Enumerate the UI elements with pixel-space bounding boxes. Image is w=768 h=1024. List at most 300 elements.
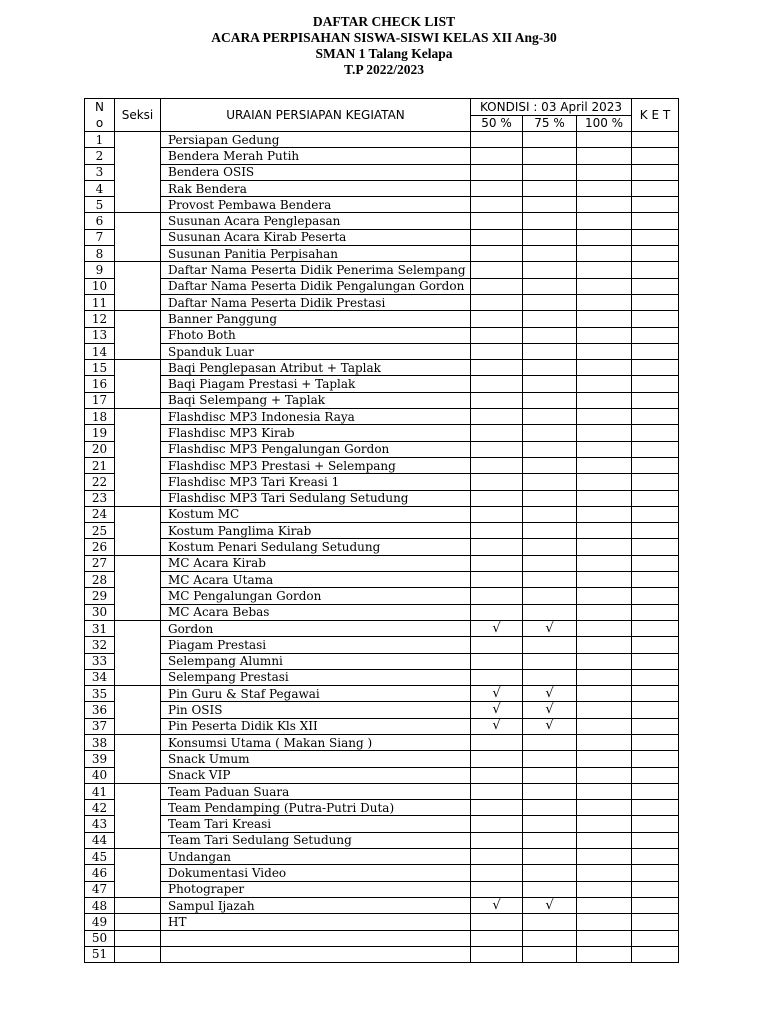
ket-cell — [632, 229, 679, 245]
table-row — [85, 849, 679, 865]
seksi-cell — [115, 734, 161, 783]
check-50-percent — [471, 800, 523, 816]
check-75-percent: √ — [523, 702, 577, 718]
check-50-percent — [471, 588, 523, 604]
item-description: Kostum Penari Sedulang Setudung — [161, 539, 471, 555]
check-100-percent — [577, 572, 632, 588]
row-number: 45 — [85, 849, 115, 865]
item-description: Team Pendamping (Putra-Putri Duta) — [161, 800, 471, 816]
check-100-percent — [577, 767, 632, 783]
title-line-4: T.P 2022/2023 — [343, 62, 424, 77]
ket-cell — [632, 132, 679, 148]
check-50-percent — [471, 734, 523, 750]
row-number: 26 — [85, 539, 115, 555]
item-description: Kostum Panglima Kirab — [161, 523, 471, 539]
table-row — [85, 229, 679, 245]
table-row — [85, 262, 679, 278]
check-100-percent — [577, 425, 632, 441]
row-number: 29 — [85, 588, 115, 604]
item-description: Dokumentasi Video — [161, 865, 471, 881]
item-description: Rak Bendera — [161, 180, 471, 196]
table-row — [85, 783, 679, 799]
row-number: 51 — [85, 946, 115, 962]
table-row — [85, 686, 679, 702]
check-100-percent — [577, 294, 632, 310]
table-row — [85, 457, 679, 473]
title-line-3: SMAN 1 Talang Kelapa — [315, 46, 453, 61]
check-50-percent — [471, 865, 523, 881]
document-header — [0, 14, 768, 78]
table-row — [85, 881, 679, 897]
check-100-percent — [577, 816, 632, 832]
ket-cell — [632, 572, 679, 588]
row-number: 20 — [85, 441, 115, 457]
row-number: 46 — [85, 865, 115, 881]
seksi-cell — [115, 849, 161, 898]
item-description: Susunan Acara Penglepasan — [161, 213, 471, 229]
item-description: Baqi Selempang + Taplak — [161, 392, 471, 408]
item-description: Bendera OSIS — [161, 164, 471, 180]
row-number: 32 — [85, 637, 115, 653]
check-100-percent — [577, 686, 632, 702]
check-75-percent — [523, 816, 577, 832]
check-75-percent — [523, 539, 577, 555]
check-50-percent — [471, 294, 523, 310]
check-75-percent — [523, 555, 577, 571]
seksi-cell — [115, 311, 161, 360]
check-75-percent — [523, 506, 577, 522]
ket-cell — [632, 816, 679, 832]
table-row — [85, 294, 679, 310]
check-75-percent — [523, 849, 577, 865]
row-number: 11 — [85, 294, 115, 310]
seksi-cell — [115, 555, 161, 620]
check-75-percent — [523, 800, 577, 816]
table-row — [85, 669, 679, 685]
table-row — [85, 246, 679, 262]
check-50-percent — [471, 914, 523, 930]
check-75-percent — [523, 441, 577, 457]
row-number: 12 — [85, 311, 115, 327]
item-description: Persiapan Gedung — [161, 132, 471, 148]
table-row — [85, 506, 679, 522]
table-row — [85, 539, 679, 555]
check-100-percent — [577, 409, 632, 425]
check-100-percent — [577, 457, 632, 473]
check-75-percent — [523, 865, 577, 881]
check-75-percent — [523, 637, 577, 653]
item-description: Selempang Prestasi — [161, 669, 471, 685]
item-description: MC Acara Kirab — [161, 555, 471, 571]
row-number: 43 — [85, 816, 115, 832]
check-50-percent — [471, 816, 523, 832]
ket-cell — [632, 702, 679, 718]
table-row — [85, 702, 679, 718]
table-row — [85, 555, 679, 571]
check-50-percent — [471, 767, 523, 783]
check-75-percent — [523, 669, 577, 685]
ket-cell — [632, 213, 679, 229]
item-description: Daftar Nama Peserta Didik Prestasi — [161, 294, 471, 310]
item-description: MC Pengalungan Gordon — [161, 588, 471, 604]
table-row — [85, 572, 679, 588]
check-75-percent — [523, 930, 577, 946]
ket-cell — [632, 832, 679, 848]
header-50-percent: 50 % — [471, 115, 523, 132]
check-50-percent — [471, 392, 523, 408]
ket-cell — [632, 865, 679, 881]
table-row — [85, 490, 679, 506]
check-50-percent — [471, 376, 523, 392]
check-75-percent — [523, 604, 577, 620]
check-75-percent — [523, 572, 577, 588]
table-body — [85, 132, 679, 963]
item-description: Flashdisc MP3 Tari Kreasi 1 — [161, 474, 471, 490]
check-50-percent — [471, 425, 523, 441]
check-100-percent — [577, 914, 632, 930]
table-row — [85, 425, 679, 441]
ket-cell — [632, 197, 679, 213]
check-50-percent — [471, 783, 523, 799]
check-50-percent — [471, 132, 523, 148]
table-row — [85, 523, 679, 539]
check-100-percent — [577, 832, 632, 848]
check-75-percent — [523, 588, 577, 604]
item-description: Flashdisc MP3 Pengalungan Gordon — [161, 441, 471, 457]
ket-cell — [632, 914, 679, 930]
row-number: 33 — [85, 653, 115, 669]
table-row — [85, 930, 679, 946]
check-75-percent: √ — [523, 686, 577, 702]
check-100-percent — [577, 523, 632, 539]
seksi-cell — [115, 686, 161, 735]
seksi-cell — [115, 897, 161, 913]
check-50-percent — [471, 180, 523, 196]
row-number: 17 — [85, 392, 115, 408]
table-row — [85, 588, 679, 604]
check-75-percent — [523, 409, 577, 425]
table-row — [85, 164, 679, 180]
check-50-percent — [471, 278, 523, 294]
item-description: Konsumsi Utama ( Makan Siang ) — [161, 734, 471, 750]
check-100-percent — [577, 474, 632, 490]
row-number: 16 — [85, 376, 115, 392]
item-description: Team Tari Sedulang Setudung — [161, 832, 471, 848]
ket-cell — [632, 800, 679, 816]
table-row — [85, 800, 679, 816]
ket-cell — [632, 392, 679, 408]
table-row — [85, 751, 679, 767]
row-number: 9 — [85, 262, 115, 278]
check-100-percent — [577, 718, 632, 734]
row-number: 41 — [85, 783, 115, 799]
check-100-percent — [577, 637, 632, 653]
item-description: Provost Pembawa Bendera — [161, 197, 471, 213]
item-description: Flashdisc MP3 Kirab — [161, 425, 471, 441]
seksi-cell — [115, 213, 161, 262]
item-description: Bendera Merah Putih — [161, 148, 471, 164]
header-no — [85, 99, 115, 132]
check-100-percent — [577, 132, 632, 148]
check-100-percent — [577, 669, 632, 685]
checklist-table — [84, 98, 679, 963]
ket-cell — [632, 686, 679, 702]
ket-cell — [632, 441, 679, 457]
row-number: 42 — [85, 800, 115, 816]
table-row — [85, 604, 679, 620]
item-description: Daftar Nama Peserta Didik Penerima Selempang — [161, 262, 471, 278]
check-50-percent — [471, 555, 523, 571]
ket-cell — [632, 311, 679, 327]
item-description: Sampul Ijazah — [161, 897, 471, 913]
check-50-percent — [471, 653, 523, 669]
row-number: 49 — [85, 914, 115, 930]
check-75-percent — [523, 327, 577, 343]
table-row — [85, 132, 679, 148]
row-number: 50 — [85, 930, 115, 946]
check-75-percent — [523, 734, 577, 750]
check-50-percent — [471, 506, 523, 522]
row-number: 36 — [85, 702, 115, 718]
table-row — [85, 197, 679, 213]
check-100-percent — [577, 278, 632, 294]
check-75-percent — [523, 343, 577, 359]
ket-cell — [632, 343, 679, 359]
ket-cell — [632, 555, 679, 571]
item-description: Snack VIP — [161, 767, 471, 783]
table-row — [85, 148, 679, 164]
check-50-percent — [471, 229, 523, 245]
ket-cell — [632, 539, 679, 555]
check-75-percent — [523, 278, 577, 294]
ket-cell — [632, 604, 679, 620]
ket-cell — [632, 278, 679, 294]
header-seksi: Seksi — [115, 99, 161, 132]
check-75-percent — [523, 832, 577, 848]
check-75-percent — [523, 653, 577, 669]
check-75-percent: √ — [523, 897, 577, 913]
check-75-percent — [523, 197, 577, 213]
header-kondisi: KONDISI : 03 April 2023 — [471, 99, 632, 116]
check-50-percent: √ — [471, 718, 523, 734]
item-description: Flashdisc MP3 Prestasi + Selempang — [161, 457, 471, 473]
check-100-percent — [577, 946, 632, 962]
item-description: Spanduk Luar — [161, 343, 471, 359]
table-row — [85, 946, 679, 962]
item-description: Selempang Alumni — [161, 653, 471, 669]
ket-cell — [632, 164, 679, 180]
check-100-percent — [577, 620, 632, 636]
ket-cell — [632, 360, 679, 376]
row-number: 48 — [85, 897, 115, 913]
check-75-percent — [523, 490, 577, 506]
table-row — [85, 409, 679, 425]
item-description: Team Paduan Suara — [161, 783, 471, 799]
ket-cell — [632, 751, 679, 767]
check-100-percent — [577, 180, 632, 196]
check-75-percent: √ — [523, 718, 577, 734]
check-50-percent: √ — [471, 897, 523, 913]
item-description: MC Acara Bebas — [161, 604, 471, 620]
table-row — [85, 180, 679, 196]
check-100-percent — [577, 539, 632, 555]
check-75-percent — [523, 392, 577, 408]
check-100-percent — [577, 197, 632, 213]
check-100-percent — [577, 604, 632, 620]
check-100-percent — [577, 881, 632, 897]
ket-cell — [632, 490, 679, 506]
item-description: Undangan — [161, 849, 471, 865]
item-description: Banner Panggung — [161, 311, 471, 327]
check-100-percent — [577, 229, 632, 245]
check-50-percent — [471, 197, 523, 213]
check-75-percent — [523, 262, 577, 278]
item-description: Flashdisc MP3 Tari Sedulang Setudung — [161, 490, 471, 506]
table-row — [85, 637, 679, 653]
check-100-percent — [577, 376, 632, 392]
check-50-percent — [471, 572, 523, 588]
check-50-percent — [471, 457, 523, 473]
check-100-percent — [577, 783, 632, 799]
row-number: 18 — [85, 409, 115, 425]
row-number: 44 — [85, 832, 115, 848]
ket-cell — [632, 620, 679, 636]
row-number: 19 — [85, 425, 115, 441]
check-50-percent — [471, 930, 523, 946]
check-100-percent — [577, 164, 632, 180]
header-ket: K E T — [632, 99, 679, 132]
ket-cell — [632, 946, 679, 962]
table-row — [85, 620, 679, 636]
check-50-percent — [471, 148, 523, 164]
check-50-percent — [471, 849, 523, 865]
seksi-cell — [115, 409, 161, 507]
check-100-percent — [577, 555, 632, 571]
row-number: 3 — [85, 164, 115, 180]
ket-cell — [632, 425, 679, 441]
check-100-percent — [577, 588, 632, 604]
check-100-percent — [577, 360, 632, 376]
seksi-cell — [115, 914, 161, 930]
ket-cell — [632, 881, 679, 897]
item-description: Susunan Acara Kirab Peserta — [161, 229, 471, 245]
table-row — [85, 360, 679, 376]
check-50-percent — [471, 669, 523, 685]
check-50-percent — [471, 246, 523, 262]
row-number: 8 — [85, 246, 115, 262]
ket-cell — [632, 376, 679, 392]
table-row — [85, 865, 679, 881]
check-50-percent — [471, 604, 523, 620]
check-50-percent: √ — [471, 702, 523, 718]
seksi-cell — [115, 783, 161, 848]
check-100-percent — [577, 849, 632, 865]
check-50-percent — [471, 539, 523, 555]
row-number: 1 — [85, 132, 115, 148]
item-description: Team Tari Kreasi — [161, 816, 471, 832]
table-row — [85, 653, 679, 669]
check-100-percent — [577, 702, 632, 718]
row-number: 37 — [85, 718, 115, 734]
ket-cell — [632, 783, 679, 799]
table-row — [85, 832, 679, 848]
row-number: 27 — [85, 555, 115, 571]
ket-cell — [632, 327, 679, 343]
check-100-percent — [577, 213, 632, 229]
row-number: 2 — [85, 148, 115, 164]
item-description: Baqi Penglepasan Atribut + Taplak — [161, 360, 471, 376]
table-row — [85, 278, 679, 294]
table-row — [85, 734, 679, 750]
table-row — [85, 767, 679, 783]
check-50-percent — [471, 832, 523, 848]
table-row — [85, 213, 679, 229]
ket-cell — [632, 930, 679, 946]
check-75-percent — [523, 164, 577, 180]
check-75-percent — [523, 881, 577, 897]
ket-cell — [632, 148, 679, 164]
check-75-percent — [523, 914, 577, 930]
table-row — [85, 343, 679, 359]
check-100-percent — [577, 392, 632, 408]
ket-cell — [632, 506, 679, 522]
seksi-cell — [115, 946, 161, 962]
row-number: 47 — [85, 881, 115, 897]
row-number: 5 — [85, 197, 115, 213]
item-description: Piagam Prestasi — [161, 637, 471, 653]
ket-cell — [632, 734, 679, 750]
ket-cell — [632, 849, 679, 865]
table-row — [85, 392, 679, 408]
ket-cell — [632, 653, 679, 669]
check-100-percent — [577, 246, 632, 262]
row-number: 40 — [85, 767, 115, 783]
row-number: 10 — [85, 278, 115, 294]
item-description — [161, 946, 471, 962]
seksi-cell — [115, 132, 161, 213]
check-50-percent — [471, 490, 523, 506]
header-no-top: N — [95, 100, 104, 114]
check-100-percent — [577, 865, 632, 881]
check-75-percent — [523, 457, 577, 473]
item-description: Photograper — [161, 881, 471, 897]
table-row — [85, 327, 679, 343]
check-100-percent — [577, 148, 632, 164]
check-75-percent — [523, 751, 577, 767]
item-description: Daftar Nama Peserta Didik Pengalungan Gordon — [161, 278, 471, 294]
title-line-1: DAFTAR CHECK LIST — [312, 14, 456, 29]
check-50-percent — [471, 474, 523, 490]
check-75-percent: √ — [523, 620, 577, 636]
row-number: 14 — [85, 343, 115, 359]
ket-cell — [632, 246, 679, 262]
check-50-percent — [471, 637, 523, 653]
row-number: 34 — [85, 669, 115, 685]
check-50-percent — [471, 441, 523, 457]
item-description — [161, 930, 471, 946]
table-row — [85, 897, 679, 913]
check-50-percent — [471, 311, 523, 327]
check-75-percent — [523, 425, 577, 441]
check-50-percent — [471, 213, 523, 229]
check-75-percent — [523, 523, 577, 539]
item-description: Baqi Piagam Prestasi + Taplak — [161, 376, 471, 392]
ket-cell — [632, 409, 679, 425]
item-description: MC Acara Utama — [161, 572, 471, 588]
seksi-cell — [115, 930, 161, 946]
item-description: Fhoto Both — [161, 327, 471, 343]
check-50-percent: √ — [471, 620, 523, 636]
